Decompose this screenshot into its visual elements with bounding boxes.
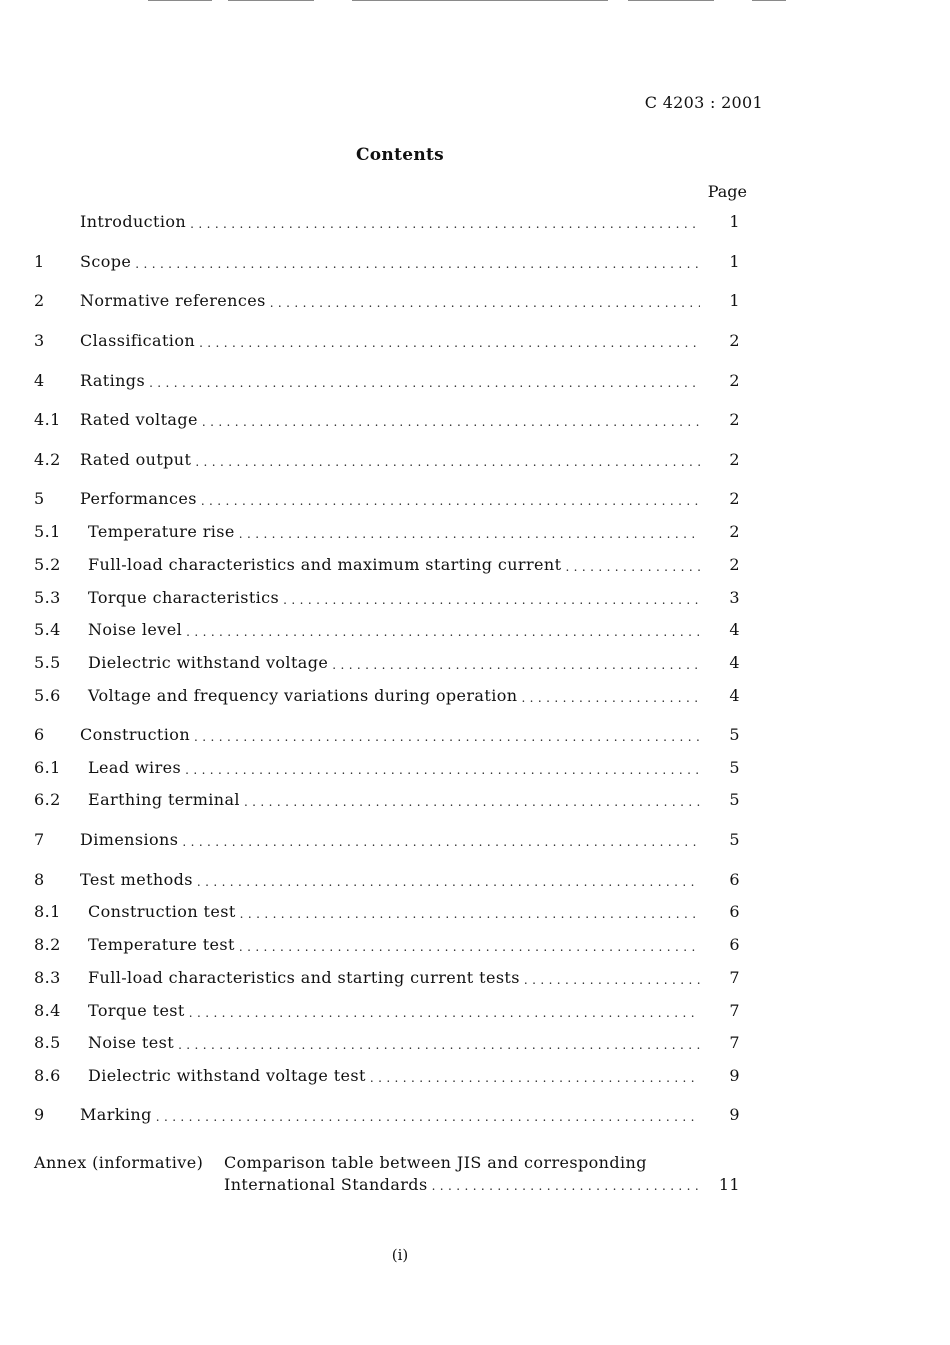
dot-leader [135, 256, 700, 272]
toc-entry[interactable] [34, 788, 740, 810]
dot-leader [201, 493, 700, 509]
toc-entry-page: 7 [729, 1033, 740, 1052]
toc-entry[interactable] [34, 586, 740, 608]
toc-entry-page: 1 [729, 252, 740, 271]
toc-entry-page: 3 [729, 588, 740, 607]
toc-entry[interactable] [34, 723, 740, 745]
toc-entry-page: 1 [729, 212, 740, 231]
toc-entry-number: 9 [34, 1105, 45, 1124]
toc-entry-page: 2 [729, 331, 740, 350]
toc-entry-page: 2 [729, 371, 740, 390]
dot-leader [185, 762, 700, 778]
toc-entry-number: 4 [34, 371, 45, 390]
annex-page: 11 [718, 1175, 740, 1194]
toc-annex-entry[interactable] [34, 1152, 740, 1194]
toc-entry-number: 8.4 [34, 1001, 61, 1020]
dot-leader [240, 906, 700, 922]
toc-entry[interactable] [34, 1064, 740, 1086]
toc-entry-title: Construction test [88, 902, 236, 921]
toc-entry[interactable] [34, 999, 740, 1021]
toc-entry-title: Temperature test [88, 935, 235, 954]
toc-entry-title: Classification [80, 331, 196, 350]
toc-entry-page: 6 [729, 870, 740, 889]
toc-entry-page: 5 [729, 758, 740, 777]
toc-entry-page: 1 [729, 291, 740, 310]
toc-entry-title: Marking [80, 1105, 152, 1124]
toc-entry-number: 7 [34, 830, 45, 849]
toc-entry-number: 3 [34, 331, 45, 350]
toc-entry[interactable] [34, 900, 740, 922]
scan-top-edge-marks [0, 0, 950, 4]
dot-leader [194, 729, 700, 745]
dot-leader [239, 939, 700, 955]
dot-leader [186, 624, 700, 640]
toc-entry-title: Dielectric withstand voltage [88, 653, 329, 672]
toc-entry-page: 2 [729, 522, 740, 541]
toc-entry-number: 5.3 [34, 588, 61, 607]
dot-leader [524, 972, 700, 988]
page-title: Contents [355, 145, 445, 165]
toc-entry[interactable] [34, 1031, 740, 1053]
dot-leader [239, 526, 700, 542]
toc-entry-title: Dimensions [80, 830, 179, 849]
dot-leader [432, 1178, 700, 1194]
toc-entry-number: 4.2 [34, 450, 61, 469]
toc-entry[interactable] [34, 651, 740, 673]
toc-entry-number: 8.6 [34, 1066, 61, 1085]
toc-entry-page: 5 [729, 790, 740, 809]
dot-leader [244, 794, 700, 810]
annex-title-line2: International Standards [224, 1175, 428, 1194]
toc-entry-title: Full-load characteristics and maximum starting current [88, 555, 562, 574]
toc-entry[interactable] [34, 520, 740, 542]
dot-leader [190, 216, 700, 232]
page-column-header: Page [707, 182, 747, 201]
dot-leader [182, 834, 700, 850]
toc-entry-title: Torque characteristics [88, 588, 280, 607]
toc-entry-page: 2 [729, 489, 740, 508]
dot-leader [202, 414, 700, 430]
toc-entry-number: 4.1 [34, 410, 61, 429]
toc-entry-title: Lead wires [88, 758, 182, 777]
toc-entry-title: Torque test [88, 1001, 185, 1020]
toc-entry-page: 2 [729, 555, 740, 574]
toc-entry-number: 2 [34, 291, 45, 310]
toc-entry[interactable] [34, 618, 740, 640]
toc-entry[interactable] [34, 933, 740, 955]
toc-entry[interactable] [34, 966, 740, 988]
toc-entry-number: 8.5 [34, 1033, 61, 1052]
dot-leader [370, 1070, 700, 1086]
toc-entry-page: 5 [729, 830, 740, 849]
toc-entry-title: Temperature rise [88, 522, 235, 541]
toc-entry[interactable] [34, 250, 740, 272]
dot-leader [332, 657, 700, 673]
toc-entry[interactable] [34, 210, 740, 232]
toc-entry-title: Noise test [88, 1033, 175, 1052]
dot-leader [199, 335, 700, 351]
toc-entry-title: Performances [80, 489, 197, 508]
dot-leader [565, 559, 700, 575]
toc-entry-page: 9 [729, 1105, 740, 1124]
toc-entry-number: 8.2 [34, 935, 61, 954]
toc-entry-page: 9 [729, 1066, 740, 1085]
dot-leader [197, 874, 700, 890]
toc-entry-title: Rated output [80, 450, 192, 469]
toc-entry-page: 6 [729, 902, 740, 921]
dot-leader [149, 375, 700, 391]
toc-entry-number: 6.2 [34, 790, 61, 809]
dot-leader [189, 1005, 700, 1021]
toc-entry[interactable] [34, 448, 740, 470]
document-id: C 4203 : 2001 [644, 93, 763, 112]
toc-entry[interactable] [34, 868, 740, 890]
toc-entry-page: 6 [729, 935, 740, 954]
toc-entry[interactable] [34, 828, 740, 850]
toc-entry-title: Test methods [80, 870, 193, 889]
toc-entry-page: 4 [729, 686, 740, 705]
toc-entry-title: Voltage and frequency variations during operation [88, 686, 518, 705]
toc-entry-number: 8.3 [34, 968, 61, 987]
toc-entry-number: 8 [34, 870, 45, 889]
toc-entry[interactable] [34, 329, 740, 351]
toc-entry-page: 4 [729, 620, 740, 639]
toc-entry-number: 8.1 [34, 902, 61, 921]
annex-prefix: Annex (informative) [34, 1153, 204, 1172]
toc-entry-page: 4 [729, 653, 740, 672]
toc-entry-number: 5.2 [34, 555, 61, 574]
dot-leader [283, 592, 700, 608]
toc-entry-page: 7 [729, 1001, 740, 1020]
dot-leader [521, 690, 700, 706]
toc-entry[interactable] [34, 369, 740, 391]
toc-entry[interactable] [34, 756, 740, 778]
toc-entry[interactable] [34, 1103, 740, 1125]
toc-entry-number: 5 [34, 489, 45, 508]
toc-entry[interactable] [34, 684, 740, 706]
dot-leader [270, 295, 700, 311]
toc-entry-page: 5 [729, 725, 740, 744]
toc-entry-number: 1 [34, 252, 45, 271]
toc-entry-title: Scope [80, 252, 132, 271]
toc-entry-page: 2 [729, 450, 740, 469]
annex-title-line1: Comparison table between JIS and corresponding [224, 1153, 647, 1172]
toc-entry-title: Normative references [80, 291, 266, 310]
toc-entry-title: Construction [80, 725, 191, 744]
toc-entry-number: 5.4 [34, 620, 61, 639]
toc-entry-number: 6.1 [34, 758, 61, 777]
toc-entry-number: 5.1 [34, 522, 61, 541]
toc-entry-title: Earthing terminal [88, 790, 240, 809]
dot-leader [195, 454, 700, 470]
toc-entry-page: 2 [729, 410, 740, 429]
toc-entry-title: Introduction [80, 212, 187, 231]
toc-entry-number: 5.5 [34, 653, 61, 672]
toc-entry-title: Ratings [80, 371, 146, 390]
toc-entry-number: 5.6 [34, 686, 61, 705]
page-number: (i) [391, 1246, 409, 1264]
toc-entry-title: Full-load characteristics and starting current tests [88, 968, 520, 987]
toc-entry-title: Dielectric withstand voltage test [88, 1066, 366, 1085]
dot-leader [156, 1109, 700, 1125]
toc-entry-title: Rated voltage [80, 410, 198, 429]
toc-entry[interactable] [34, 408, 740, 430]
toc-entry-page: 7 [729, 968, 740, 987]
toc-entry-number: 6 [34, 725, 45, 744]
dot-leader [178, 1037, 700, 1053]
toc-entry[interactable] [34, 553, 740, 575]
toc-entry-title: Noise level [88, 620, 183, 639]
toc-entry[interactable] [34, 289, 740, 311]
toc-entry[interactable] [34, 487, 740, 509]
